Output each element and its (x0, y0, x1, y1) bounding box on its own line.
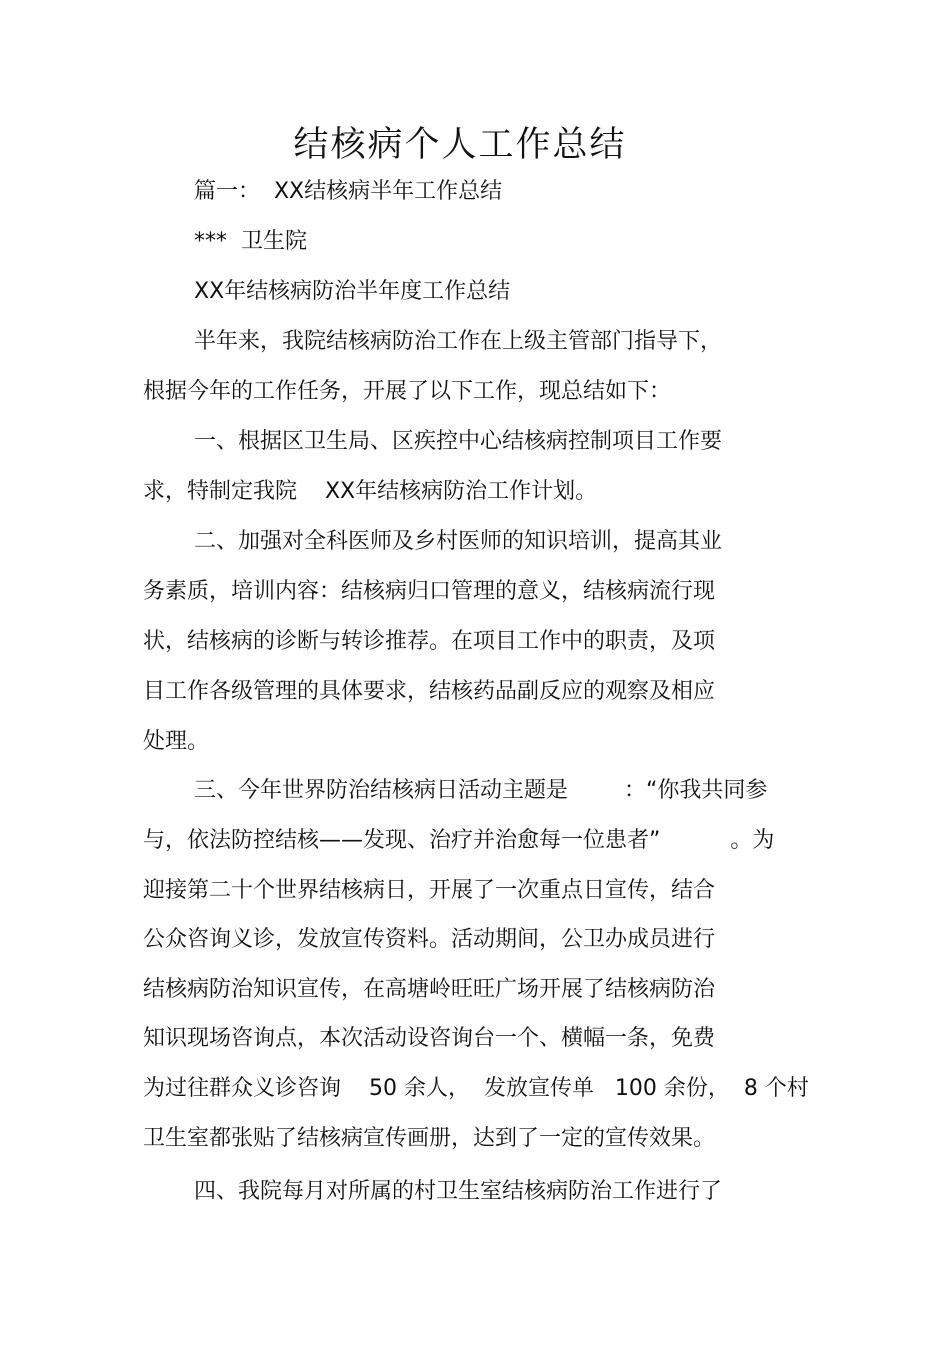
text-line: 半年来，我院结核病防治工作在上级主管部门指导下， (194, 329, 723, 354)
text-line: 迎接第二十个世界结核病日，开展了一次重点日宣传，结合 (143, 878, 716, 903)
text-line: 处理。 (143, 729, 210, 754)
text-line: 为过往群众义诊咨询 50 余人， 发放宣传单 100 余份， 8 个村 (143, 1076, 809, 1101)
text-line: 根据今年的工作任务，开展了以下工作，现总结如下： (143, 379, 672, 404)
text-line: 求，特制定我院 XX年结核病防治工作计划。 (143, 479, 598, 504)
text-line: 与，依法防控结核——发现、治疗并治愈每一位患者” 。为 (143, 828, 775, 853)
text-line: 结核病防治知识宣传，在高塘岭旺旺广场开展了结核病防治 (143, 977, 716, 1002)
text-line: XX年结核病防治半年度工作总结 (194, 279, 511, 304)
text-line: 二、加强对全科医师及乡村医师的知识培训，提高其业 (194, 529, 723, 554)
text-line: 公众咨询义诊，发放宣传资料。活动期间，公卫办成员进行 (143, 927, 716, 952)
text-line: 状，结核病的诊断与转诊推荐。在项目工作中的职责，及项 (143, 629, 716, 654)
text-line: 务素质，培训内容：结核病归口管理的意义，结核病流行现 (143, 579, 716, 604)
text-line: 卫生室都张贴了结核病宣传画册，达到了一定的宣传效果。 (143, 1126, 716, 1151)
text-line: *** 卫生院 (194, 229, 307, 254)
text-line: 目工作各级管理的具体要求，结核药品副反应的观察及相应 (143, 679, 716, 704)
text-line: 一、根据区卫生局、区疾控中心结核病控制项目工作要 (194, 429, 723, 454)
text-line: 四、我院每月对所属的村卫生室结核病防治工作进行了 (194, 1179, 723, 1204)
text-line: 三、今年世界防治结核病日活动主题是 ：“你我共同参 (194, 778, 768, 803)
text-line: 篇一： XX结核病半年工作总结 (194, 179, 503, 204)
text-line: 知识现场咨询点，本次活动设咨询台一个、横幅一条，免费 (143, 1026, 716, 1051)
document-title: 结核病个人工作总结 (293, 125, 627, 165)
